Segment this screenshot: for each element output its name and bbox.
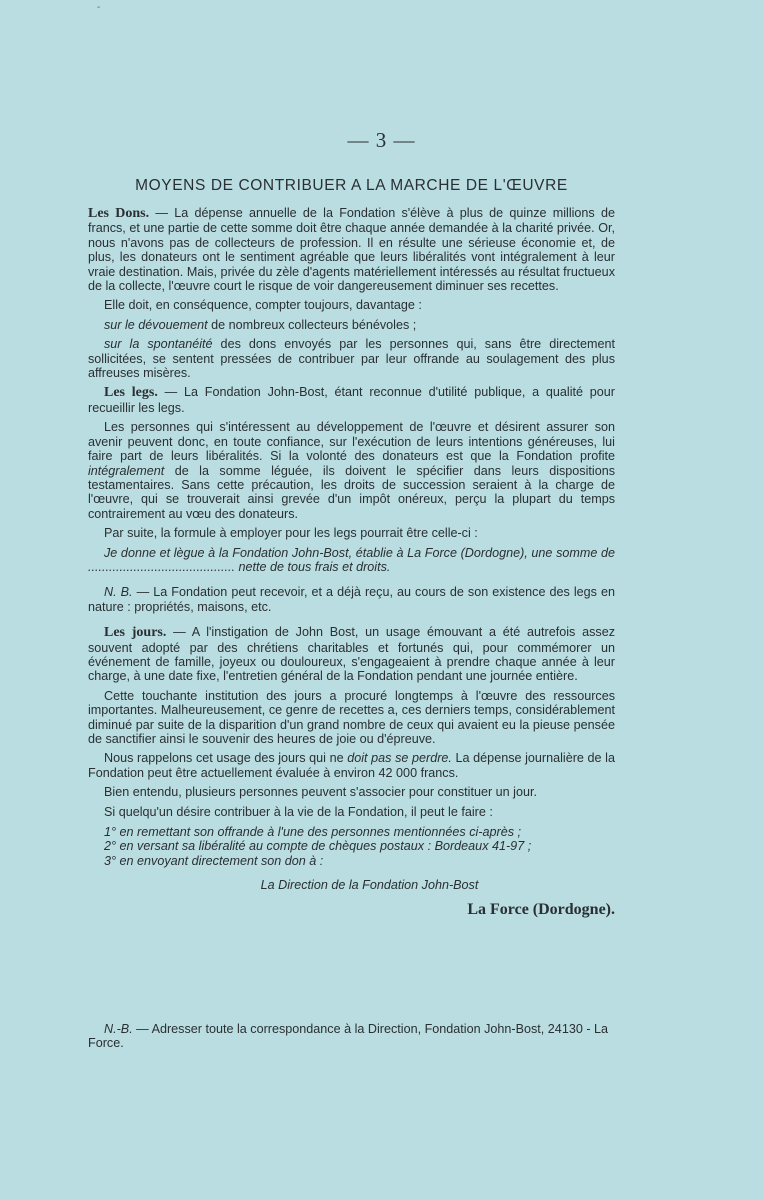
legs-paragraph: Les legs. — La Fondation John-Bost, étant reconnue d'utilité publique, a qualité pour recueillir les legs. bbox=[88, 385, 615, 415]
legs-note: N. B. — La Fondation peut recevoir, et a déjà reçu, au cours de son existence des legs en nature : propriétés, maisons, etc. bbox=[88, 585, 615, 614]
contribution-list bbox=[88, 825, 615, 868]
signature-place: La Force (Dordogne). bbox=[467, 900, 615, 918]
footer-note: N.-B. — Adresser toute la correspondance à la Direction, Fondation John-Bost, 24130 - La Force. bbox=[88, 1022, 609, 1051]
dons-point-devouement: sur le dévouement de nombreux collecteurs bénévoles ; bbox=[104, 317, 417, 332]
jours-paragraph-4: Bien entendu, plusieurs personnes peuvent s'associer pour constituer un jour. bbox=[104, 785, 537, 800]
page-mark: - bbox=[97, 2, 101, 13]
jours-paragraph-5: Si quelqu'un désire contribuer à la vie de la Fondation, il peut le faire : bbox=[104, 804, 493, 819]
legs-formula-intro: Par suite, la formule à employer pour les legs pourrait être celle-ci : bbox=[104, 526, 478, 541]
jours-paragraph-3: Nous rappelons cet usage des jours qui ne doit pas se perdre. La dépense journalière de la Fondation peut être actuellement évaluée à environ 42 000 francs. bbox=[88, 751, 615, 780]
list-item: 2° en versant sa libéralité au compte de chèques postaux : Bordeaux 41-97 ; bbox=[104, 839, 532, 854]
section-heading-jours: Les jours. bbox=[104, 625, 167, 641]
dons-point-spontaneite: sur la spontanéité des dons envoyés par les personnes qui, sans être directement sollicitées, se sentent pressées de contribuer par leur offrande au soulagement des plus affreuses misères. bbox=[88, 337, 615, 381]
list-item: 3° en envoyant directement son don à : bbox=[104, 853, 324, 868]
list-item: 1° en remettant son offrande à l'une des personnes mentionnées ci-après ; bbox=[104, 825, 521, 840]
jours-paragraph-2: Cette touchante institution des jours a procuré longtemps à l'œuvre des ressources importantes. Malheureusement, ce genre de recettes a, ces derniers temps, considérablement diminué par suite de la disparition d'un grand nombre de ceux qui avaient eu la pieuse pensée de sanctifier ainsi le souvenir des heures de joie ou d'épreuve. bbox=[88, 688, 615, 746]
signature-direction: La Direction de la Fondation John-Bost bbox=[260, 878, 479, 893]
jours-paragraph: Les jours. — A l'instigation de John Bost, un usage émouvant a été autrefois assez souvent adopté par des chrétiens charitables et fortunés qui, pour commémorer un événement de famille, joyeux ou douloureux, s'engageaient à prendre chaque année à leur charge, à une date fixe, l'entretien général de la Fondation pendant une journée entière. bbox=[88, 625, 615, 684]
legs-formula: Je donne et lègue à la Fondation John-Bost, établie à La Force (Dordogne), une somme de .......................................... nette de tous frais et droits. bbox=[88, 545, 615, 574]
section-heading-dons: Les Dons. bbox=[88, 206, 150, 221]
document-body bbox=[88, 206, 615, 917]
page-title: MOYENS DE CONTRIBUER A LA MARCHE DE L'ŒUVRE bbox=[135, 177, 568, 194]
page-number: — 3 — bbox=[347, 128, 416, 152]
section-heading-legs: Les legs. bbox=[104, 385, 158, 401]
legs-paragraph-2: Les personnes qui s'intéressent au développement de l'œuvre et désirent assurer son avenir peuvent donc, en toute confiance, sur l'exécution de leurs intentions généreuses, lui faire part de leurs libéralités. Si la volonté des donateurs est que la Fondation profite intégralement de la somme léguée, ils doivent le spécifier dans leurs dispositions testamentaires. Sans cette précaution, les droits de succession seraient à la charge de l'œuvre, qui se trouverait ainsi grevée d'un impôt onéreux, perçu la plupart du temps contrairement au vœu des donateurs. bbox=[88, 420, 615, 521]
dons-intro: Elle doit, en conséquence, compter toujours, davantage : bbox=[104, 298, 422, 313]
dons-paragraph: Les Dons. — La dépense annuelle de la Fondation s'élève à plus de quinze millions de francs, et une partie de cette somme doit être chaque année demandée à la charité privée. Or, nous n'avons pas de collecteurs de profession. Il en résulte une sérieuse économie et, de plus, les donateurs ont le sentiment agréable que leurs libéralités vont intégralement à leur vraie destination. Mais, privée du zèle d'agents matériellement intéressés au résultat fructueux de la collecte, l'œuvre court le risque de voir dangereusement diminuer ses recettes. bbox=[88, 206, 615, 294]
